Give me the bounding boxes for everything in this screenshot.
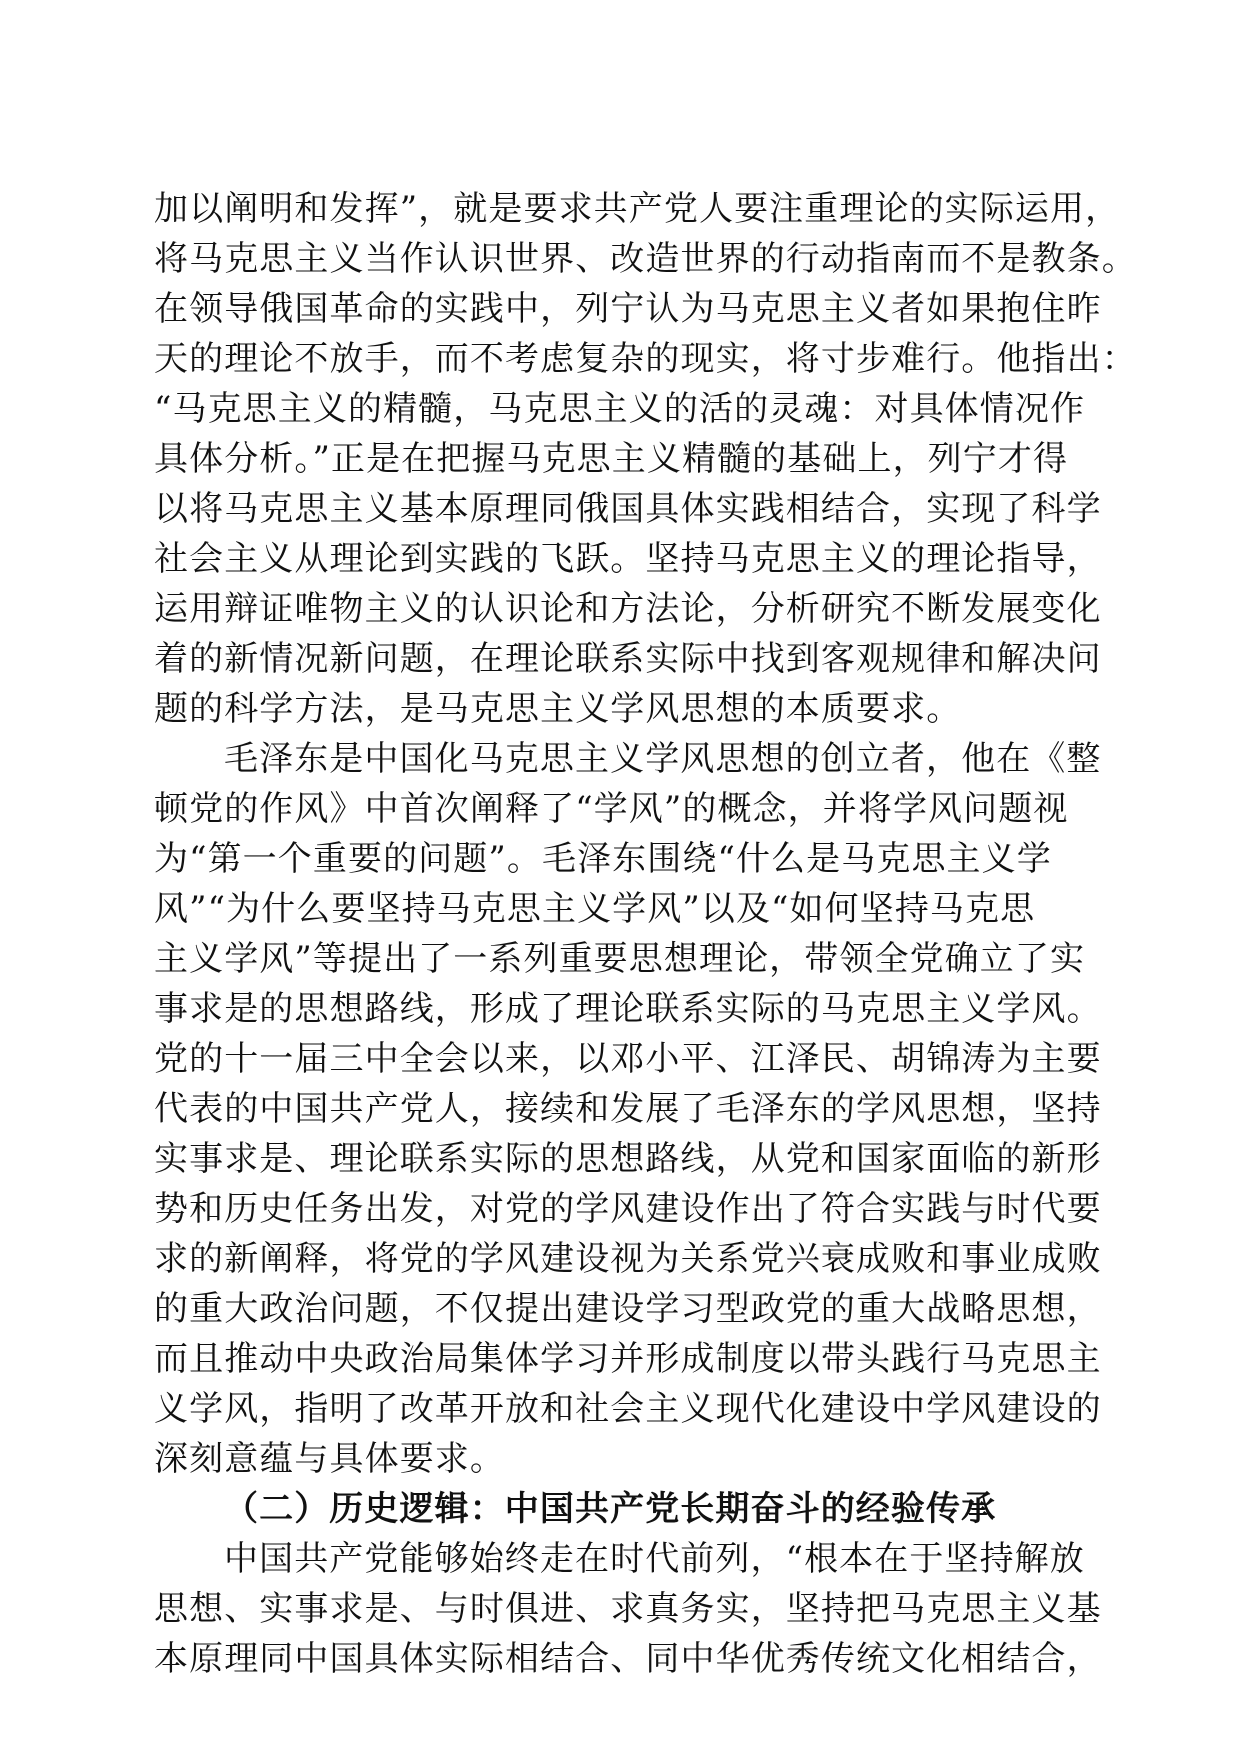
text-line: 中国共产党能够始终走在时代前列，“根本在于坚持解放 [224, 1539, 1085, 1579]
paragraph-1 [154, 184, 1137, 734]
text-line: 加以阐明和发挥”，就是要求共产党人要注重理论的实际运用， [154, 189, 1121, 229]
text-line: 势和历史任务出发，对党的学风建设作出了符合实践与时代要 [154, 1189, 1102, 1229]
text-line: 深刻意蕴与具体要求。 [154, 1439, 505, 1479]
text-line: 求的新阐释，将党的学风建设视为关系党兴衰成败和事业成败 [154, 1239, 1102, 1279]
text-line: 具体分析。”正是在把握马克思主义精髓的基础上，列宁才得 [154, 439, 1069, 479]
text-line: 思想、实事求是、与时俱进、求真务实，坚持把马克思主义基 [154, 1589, 1102, 1629]
text-line: 顿党的作风》中首次阐释了“学风”的概念，并将学风问题视 [154, 789, 1069, 829]
paragraph-2 [154, 734, 1102, 1484]
text-line: 毛泽东是中国化马克思主义学风思想的创立者，他在《整 [224, 739, 1102, 779]
text-line: 为“第一个重要的问题”。毛泽东围绕“什么是马克思主义学 [154, 839, 1052, 879]
text-line: “马克思主义的精髓，马克思主义的活的灵魂：对具体情况作 [154, 389, 1086, 429]
text-line: 天的理论不放手，而不考虑复杂的现实，将寸步难行。他指出： [154, 339, 1137, 379]
text-line: 事求是的思想路线，形成了理论联系实际的马克思主义学风。 [154, 989, 1102, 1029]
text-line: 而且推动中央政治局集体学习并形成制度以带头践行马克思主 [154, 1339, 1102, 1379]
text-line: 本原理同中国具体实际相结合、同中华优秀传统文化相结合， [154, 1639, 1102, 1679]
section-heading: （二）历史逻辑：中国共产党长期奋斗的经验传承 [224, 1489, 997, 1529]
text-line: 社会主义从理论到实践的飞跃。坚持马克思主义的理论指导， [154, 539, 1102, 579]
paragraph-3 [154, 1534, 1102, 1684]
text-line: 主义学风”等提出了一系列重要思想理论，带领全党确立了实 [154, 939, 1086, 979]
text-line: 在领导俄国革命的实践中，列宁认为马克思主义者如果抱住昨 [154, 289, 1102, 329]
text-line: 义学风，指明了改革开放和社会主义现代化建设中学风建设的 [154, 1389, 1102, 1429]
text-line: 风”“为什么要坚持马克思主义学风”以及“如何坚持马克思 [154, 889, 1036, 929]
text-line: 的重大政治问题，不仅提出建设学习型政党的重大战略思想， [154, 1289, 1102, 1329]
text-line: 运用辩证唯物主义的认识论和方法论，分析研究不断发展变化 [154, 589, 1102, 629]
text-line: 党的十一届三中全会以来，以邓小平、江泽民、胡锦涛为主要 [154, 1039, 1102, 1079]
text-line: 着的新情况新问题，在理论联系实际中找到客观规律和解决问 [154, 639, 1102, 679]
text-line: 实事求是、理论联系实际的思想路线，从党和国家面临的新形 [154, 1139, 1102, 1179]
text-line: 将马克思主义当作认识世界、改造世界的行动指南而不是教条。 [154, 239, 1137, 279]
document-page [154, 184, 1137, 1684]
text-line: 题的科学方法，是马克思主义学风思想的本质要求。 [154, 689, 962, 729]
text-line: 以将马克思主义基本原理同俄国具体实践相结合，实现了科学 [154, 489, 1102, 529]
text-line: 代表的中国共产党人，接续和发展了毛泽东的学风思想，坚持 [154, 1089, 1102, 1129]
